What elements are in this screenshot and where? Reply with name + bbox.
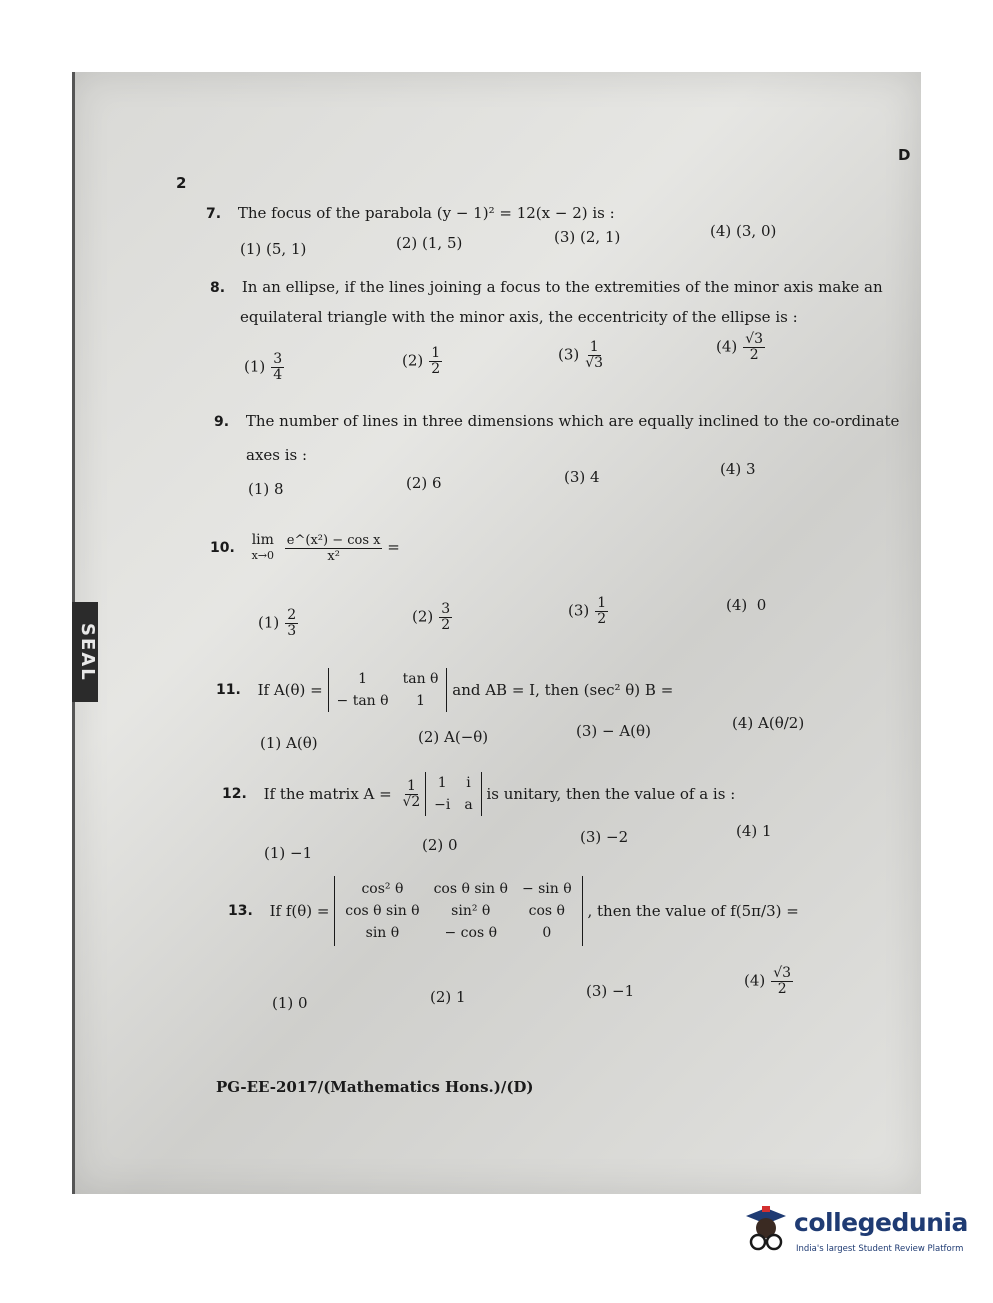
page-footer: PG-EE-2017/(Mathematics Hons.)/(D) bbox=[216, 1078, 534, 1096]
option: (1) A(θ) bbox=[260, 734, 318, 752]
option: (1) $\frac{3}{4}$ bbox=[244, 351, 283, 383]
brand-logo[interactable] bbox=[740, 1198, 970, 1268]
option: (1) −1 bbox=[264, 844, 313, 862]
option: (2) 0 bbox=[422, 836, 458, 854]
option: (1) 8 bbox=[248, 480, 284, 498]
option: (2) (1, 5) bbox=[396, 234, 463, 252]
option: (2) A(−θ) bbox=[418, 728, 489, 746]
question-number: 8. bbox=[210, 280, 226, 296]
question-13: 13. If f(θ) = cos² θ cos θ sin θ − sin θ cos θ sin θ sin² θ cos θ sin θ − cos θ 0 , then the value of f(5π/3) = bbox=[228, 876, 799, 946]
limit-subscript: x→0 bbox=[251, 549, 275, 562]
limit-label: lim bbox=[251, 532, 274, 548]
brand-tagline: India's largest Student Review Platform bbox=[796, 1244, 964, 1254]
determinant: cos² θ cos θ sin θ − sin θ cos θ sin θ sin² θ cos θ sin θ − cos θ 0 bbox=[334, 876, 582, 946]
option: (3) $\frac{1}{√3}$ bbox=[558, 339, 604, 371]
option: (4) $\frac{√3}{2}$ bbox=[744, 965, 792, 997]
option: (3) −1 bbox=[586, 982, 635, 1000]
matrix-a: 1 i −i a bbox=[425, 772, 482, 816]
brand-name: collegedunia bbox=[794, 1208, 968, 1237]
option: (2) $\frac{3}{2}$ bbox=[412, 601, 451, 633]
equals-sign: = bbox=[387, 538, 400, 556]
question-text-line2: equilateral triangle with the minor axis, the eccentricity of the ellipse is : bbox=[240, 308, 798, 326]
option: (3) (2, 1) bbox=[554, 228, 621, 246]
question-text: The number of lines in three dimensions which are equally inclined to the co-ordinate bbox=[245, 412, 900, 430]
option: (4) A(θ/2) bbox=[732, 714, 805, 732]
option: (2) $\frac{1}{2}$ bbox=[402, 345, 441, 377]
question-number: 12. bbox=[222, 786, 247, 802]
side-seal-tab: SEAL bbox=[72, 602, 98, 702]
option: (4) 1 bbox=[736, 822, 772, 840]
question-12: 12. If the matrix A = $\frac{1}{√2}$ 1 i −i a is unitary, then the value of a is : bbox=[222, 772, 735, 816]
question-7 bbox=[206, 204, 615, 222]
question-number: 9. bbox=[214, 414, 230, 430]
graduate-icon bbox=[740, 1204, 792, 1256]
option: (3) − A(θ) bbox=[576, 722, 651, 740]
option: (2) 1 bbox=[430, 988, 466, 1006]
option: (4) $\frac{√3}{2}$ bbox=[716, 331, 764, 363]
question-number: 13. bbox=[228, 903, 253, 919]
matrix-a-theta: 1 tan θ − tan θ 1 bbox=[328, 668, 448, 712]
option: (3) $\frac{1}{2}$ bbox=[568, 595, 607, 627]
limit-denominator: x² bbox=[327, 548, 340, 564]
option: (2) 6 bbox=[406, 474, 442, 492]
question-11: 11. If A(θ) = 1 tan θ − tan θ 1 and AB = I, then (sec² θ) B = bbox=[216, 668, 673, 712]
question-number: 10. bbox=[210, 540, 235, 556]
question-text: The focus of the parabola (y − 1)² = 12(x − 2) is : bbox=[237, 204, 615, 222]
option: (1) 0 bbox=[272, 994, 308, 1012]
set-code: D bbox=[898, 146, 911, 164]
question-10 bbox=[210, 532, 400, 564]
scanned-page bbox=[72, 72, 921, 1194]
option: (4) (3, 0) bbox=[710, 222, 777, 240]
question-9 bbox=[214, 412, 899, 430]
option: (1) (5, 1) bbox=[240, 240, 307, 258]
option: (4) 0 bbox=[726, 596, 767, 614]
limit-numerator: e^(x²) − cos x bbox=[286, 532, 381, 548]
question-number: 7. bbox=[206, 206, 222, 222]
option: (3) 4 bbox=[564, 468, 600, 486]
question-8 bbox=[210, 278, 883, 296]
option: (1) $\frac{2}{3}$ bbox=[258, 607, 297, 639]
question-text: In an ellipse, if the lines joining a focus to the extremities of the minor axis make an bbox=[241, 278, 883, 296]
question-number: 11. bbox=[216, 682, 241, 698]
page-number: 2 bbox=[176, 174, 187, 192]
option: (3) −2 bbox=[580, 828, 629, 846]
option: (4) 3 bbox=[720, 460, 756, 478]
question-text-line2: axes is : bbox=[246, 446, 308, 464]
